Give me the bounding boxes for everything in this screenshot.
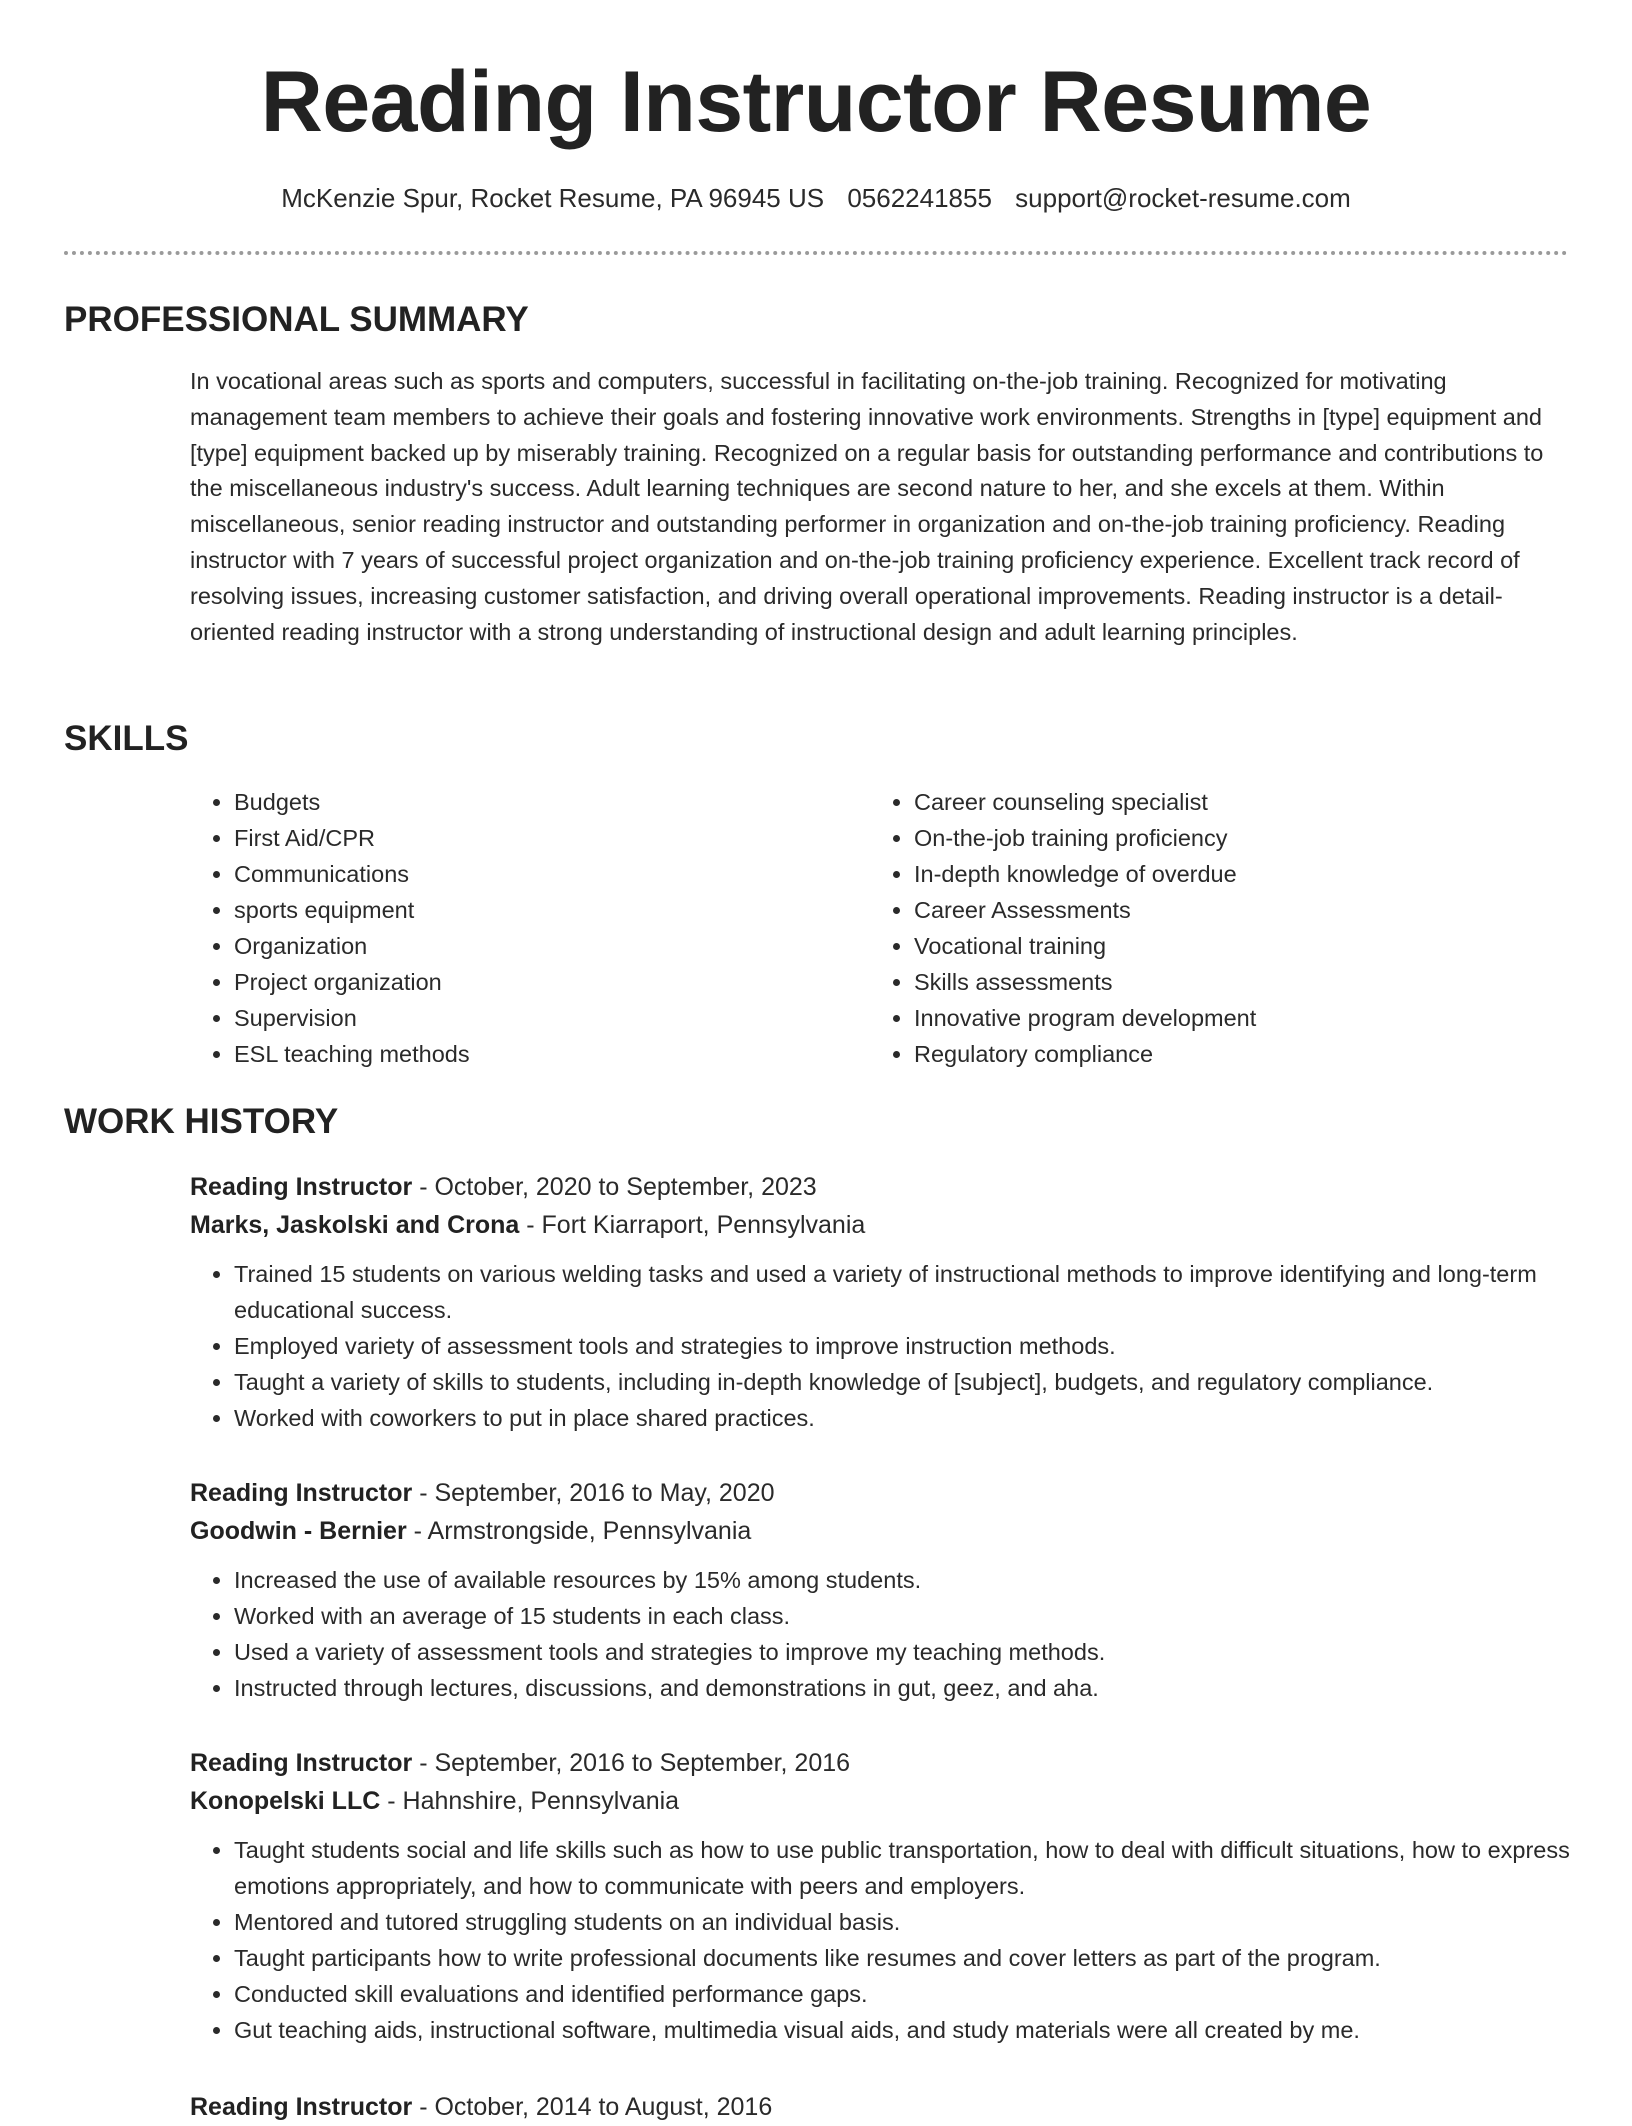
skill-item: • First Aid/CPR [234,820,830,856]
skill-item: • Career counseling specialist [914,784,1510,820]
skill-item: • Supervision [234,1000,830,1036]
job-company: Konopelski LLC [190,1787,381,1815]
job-title-line [190,1474,1570,1512]
job-bullet: • Conducted skill evaluations and identified performance gaps. [234,1976,1570,2012]
skill-item: • Regulatory compliance [914,1036,1510,1072]
contact-address: McKenzie Spur, Rocket Resume, PA 96945 US [281,183,825,213]
job-bullets [190,1562,1570,1706]
job-title: Reading Instructor [190,2093,413,2121]
job-company-line [190,1782,1570,1820]
job-location: - Fort Kiarraport, Pennsylvania [519,1211,866,1239]
skill-item: • Innovative program development [914,1000,1510,1036]
job-bullet: • Worked with an average of 15 students in each class. [234,1598,1570,1634]
job-title-line [190,1744,1570,1782]
job-bullet: • Taught students social and life skills such as how to use public transportation, how to deal with difficult situations, how to express emotions appropriately, and how to communicate with peers and employers. [234,1832,1570,1904]
job-title: Reading Instructor [190,1479,413,1507]
job-entry [190,1744,1570,2048]
job-entry [190,1474,1570,1706]
job-bullets [190,1832,1570,2048]
work-history-heading: WORK HISTORY [64,1102,339,1141]
job-title-line [190,2088,1570,2126]
skill-item: • ESL teaching methods [234,1036,830,1072]
job-bullet: • Taught a variety of skills to students, including in-depth knowledge of [subject], budgets, and regulatory compliance. [234,1364,1570,1400]
summary-text: In vocational areas such as sports and computers, successful in facilitating on-the-job training. Recognized for motivating management team members to achieve their goals and fostering innovative work environments. Strengths in [type] equipment and [type] equipment backed up by miserably training. Recognized on a regular basis for outstanding performance and contributions to the miscellaneous industry's success. Adult learning techniques are second nature to her, and she excels at them. Within miscellaneous, senior reading instructor and outstanding performer in organization and on-the-job training proficiency. Reading instructor with 7 years of successful project organization and on-the-job training proficiency experience. Excellent track record of resolving issues, increasing customer satisfaction, and driving overall operational improvements. Reading instructor is a detail-oriented reading instructor with a strong understanding of instructional design and adult learning principles. [190,368,1544,645]
job-bullet: • Worked with coworkers to put in place shared practices. [234,1400,1570,1436]
job-bullet: • Increased the use of available resources by 15% among students. [234,1562,1570,1598]
skill-item: • Communications [234,856,830,892]
job-bullet: • Used a variety of assessment tools and strategies to improve my teaching methods. [234,1634,1570,1670]
job-dates: - September, 2016 to May, 2020 [412,1479,775,1507]
job-title: Reading Instructor [190,1749,413,1777]
contact-phone: 0562241855 [847,183,992,213]
job-bullet: • Gut teaching aids, instructional software, multimedia visual aids, and study materials were all created by me. [234,2012,1570,2048]
job-bullet: • Instructed through lectures, discussions, and demonstrations in gut, geez, and aha. [234,1670,1570,1706]
contact-email: support@rocket-resume.com [1015,183,1351,213]
skill-item: • Budgets [234,784,830,820]
job-location: - Hahnshire, Pennsylvania [380,1787,680,1815]
job-bullet: • Employed variety of assessment tools and strategies to improve instruction methods. [234,1328,1570,1364]
job-company: Goodwin - Bernier [190,1517,407,1545]
job-company-line [190,1512,1570,1550]
resume-title: Reading Instructor Resume [260,54,1372,150]
job-bullet: • Taught participants how to write professional documents like resumes and cover letters as part of the program. [234,1940,1570,1976]
job-bullet: • Trained 15 students on various welding tasks and used a variety of instructional methods to improve identifying and long-term educational success. [234,1256,1570,1328]
job-entry [190,1168,1570,1436]
skills-column-left [190,784,830,1072]
job-dates: - October, 2014 to August, 2016 [412,2093,773,2121]
job-company: Marks, Jaskolski and Crona [190,1211,520,1239]
skill-item: • Organization [234,928,830,964]
job-title-line [190,1168,1570,1206]
skill-item: • sports equipment [234,892,830,928]
skill-item: • Vocational training [914,928,1510,964]
skill-item: • Project organization [234,964,830,1000]
job-location: - Armstrongside, Pennsylvania [406,1517,752,1545]
skill-item: • In-depth knowledge of overdue [914,856,1510,892]
skills-heading: SKILLS [64,719,189,758]
job-company-line [190,1206,1570,1244]
skill-item: • Career Assessments [914,892,1510,928]
header-divider [64,251,1568,255]
summary-heading: PROFESSIONAL SUMMARY [64,300,529,339]
job-entry [190,2088,1570,2126]
job-bullet: • Mentored and tutored struggling students on an individual basis. [234,1904,1570,1940]
job-dates: - September, 2016 to September, 2016 [412,1749,851,1777]
contact-line [0,180,1632,216]
job-dates: - October, 2020 to September, 2023 [412,1173,817,1201]
skills-column-right [870,784,1510,1072]
job-bullets [190,1256,1570,1436]
skill-item: • Skills assessments [914,964,1510,1000]
skill-item: • On-the-job training proficiency [914,820,1510,856]
job-title: Reading Instructor [190,1173,413,1201]
